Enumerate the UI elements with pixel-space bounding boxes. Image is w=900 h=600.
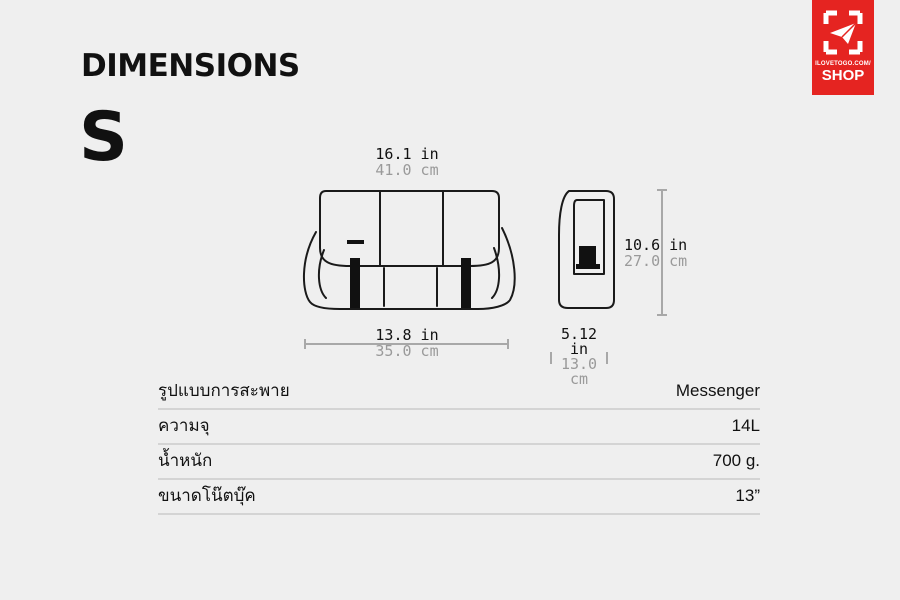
width-dimension bbox=[362, 146, 452, 178]
right-strap bbox=[461, 258, 471, 308]
spec-value: Messenger bbox=[675, 380, 760, 400]
logo-site-text: ILOVETOGO.COM/ bbox=[815, 61, 871, 67]
spec-row-capacity bbox=[158, 410, 760, 445]
width-in: 16.1 in bbox=[375, 145, 439, 163]
page-title: DIMENSIONS bbox=[81, 48, 300, 84]
height-dimension bbox=[624, 237, 704, 269]
size-label: S bbox=[79, 98, 128, 177]
spec-value: 14L bbox=[731, 415, 760, 435]
spec-label: ความจุ bbox=[158, 416, 210, 435]
base-cm: 35.0 cm bbox=[375, 342, 439, 360]
spec-label: น้ำหนัก bbox=[158, 451, 213, 470]
bag-body-outline bbox=[304, 228, 515, 309]
flap-tab bbox=[347, 240, 364, 244]
bag-flap-outline bbox=[320, 191, 499, 266]
width-cm: 41.0 cm bbox=[375, 161, 439, 179]
spec-value: 700 g. bbox=[712, 450, 760, 470]
depth-cm-unit: cm bbox=[569, 370, 589, 388]
spec-label: รูปแบบการสะพาย bbox=[158, 381, 290, 400]
height-in: 10.6 in bbox=[624, 236, 688, 254]
spec-value: 13” bbox=[735, 485, 760, 505]
logo-shop-text: SHOP bbox=[821, 67, 865, 84]
height-cm: 27.0 cm bbox=[624, 252, 688, 270]
spec-row-laptop-size bbox=[158, 480, 760, 515]
base-dimension bbox=[362, 327, 452, 359]
depth-in-unit: in bbox=[569, 340, 589, 358]
depth-in-value: 5.12 bbox=[560, 325, 598, 343]
spec-table bbox=[158, 375, 760, 515]
spec-row-weight bbox=[158, 445, 760, 480]
left-strap bbox=[350, 258, 360, 308]
spec-row-carry-style bbox=[158, 375, 760, 410]
base-in: 13.8 in bbox=[375, 326, 439, 344]
depth-cm-value: 13.0 bbox=[560, 355, 598, 373]
spec-label: ขนาดโน๊ตบุ๊ค bbox=[158, 486, 256, 505]
